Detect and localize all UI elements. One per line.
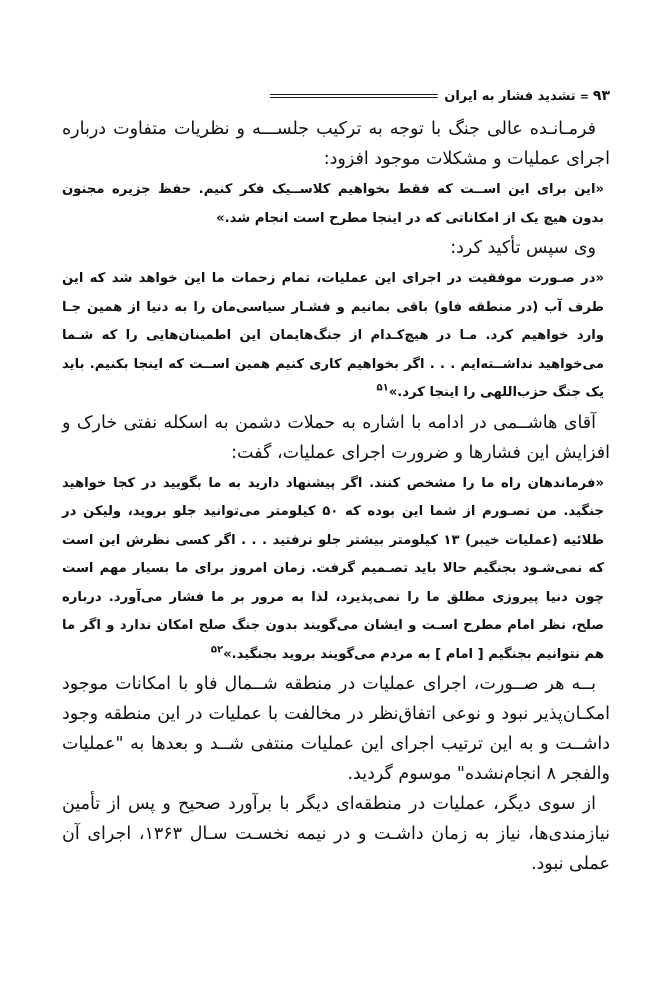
paragraph-5: از سوی دیگر، عملیات در منطقه‌ای دیگر با برآورد صحیح و پس از تأمین نیازمندی‌ها، نیاز به زمان داشـت و در نیمه نخسـت سـال ۱۳۶۳، اجرای آن عملی نبود. [62, 794, 610, 874]
footnote-marker-51: ۵۱ [376, 382, 389, 394]
paragraph-1: فرمـانـده عالی جنگ با توجه به ترکیب جلســـه و نظریات متفاوت درباره اجرای عملیات و مشکلات موجود افزود: [62, 119, 610, 169]
quote-3 [62, 470, 610, 670]
paragraph-2: وی سپس تأکید کرد: [450, 238, 596, 258]
page-number: ۹۳ [592, 88, 610, 104]
header-separator: = [579, 89, 589, 103]
quote-2-text: «در صـورت موفقیت در اجرای این عملیات، تمام زحمات ما این خواهد شد که این طرف آب (در منطقه فاو) باقی بمانیم و فشـار سیاسی‌مان را به دنیا از همین جـا وارد خواهیم کرد. مـا در هیچ‌کـدام از جنگ‌هایمان این اطمینان‌هایی را که شـما می‌خواهید نداشــته‌ایم . . . اگر بخواهیم کاری کنیم همین اســت که اینجا بکنیم. باید یک جنگ حزب‌اللهی را اینجا کرد.» [62, 271, 604, 400]
quote-1: «این برای این اســت که فقط بخواهیم کلاســیک فکر کنیم. حفظ جزیره مجنون بدون هیچ یک از امکاناتی که در اینجا مطرح است انجام شد.» [62, 182, 604, 226]
footnote-marker-52: ۵۲ [210, 644, 224, 656]
paragraph-4: بــه هر صــورت، اجرای عملیات در منطقه شــمال فاو با امکانات موجود امکـان‌پذیر نبود و نوعی اتفاق‌نظر در مخالفت با عملیات در این منطقه وجود داشــت و به این ترتیب اجرای این عملیات منتفی شــد و بعدها به "عملیات والفجر ۸ انجام‌نشده" موسوم گردید. [62, 674, 610, 784]
running-header [62, 86, 610, 106]
running-title: تشدید فشار به ایران [444, 88, 576, 104]
quote-2 [62, 265, 610, 408]
paragraph-3: آقای هاشــمی در ادامه با اشاره به حملات دشمن به اسکله نفتی خارک و افزایش این فشارها و ضرورت اجرای عملیات، گفت: [62, 412, 610, 463]
quote-3-text: «فرماندهان راه ما را مشخص کنند. اگر پیشنهاد دارید به ما بگویید در کجا خواهید جنگید. من تصـورم از شما این بوده که ۵۰ کیلومتر می‌توانید جلو بروید، ولیکن در طلائیه (عملیات خیبر) ۱۳ کیلومتر بیشتر جلو نرفتید . . . اگر کسی نظرش این است که نمی‌شـود بجنگیم حالا باید تصـمیم گرفت. زمان امروز برای ما بسیار مهم است چون دنیا پیروزی مطلق ما را نمی‌پذیرد، لذا به مرور بر ما فشار می‌آورد. درباره صلح، نظر امام مطرح اسـت و ایشان می‌گویند بدون جنگ صلح امکان ندارد و اگر ما هم نتوانیم بجنگیم [ امام ] به مردم می‌گویند بروید بجنگید.» [62, 475, 605, 662]
header-rule [270, 94, 438, 98]
book-page [62, 86, 610, 879]
